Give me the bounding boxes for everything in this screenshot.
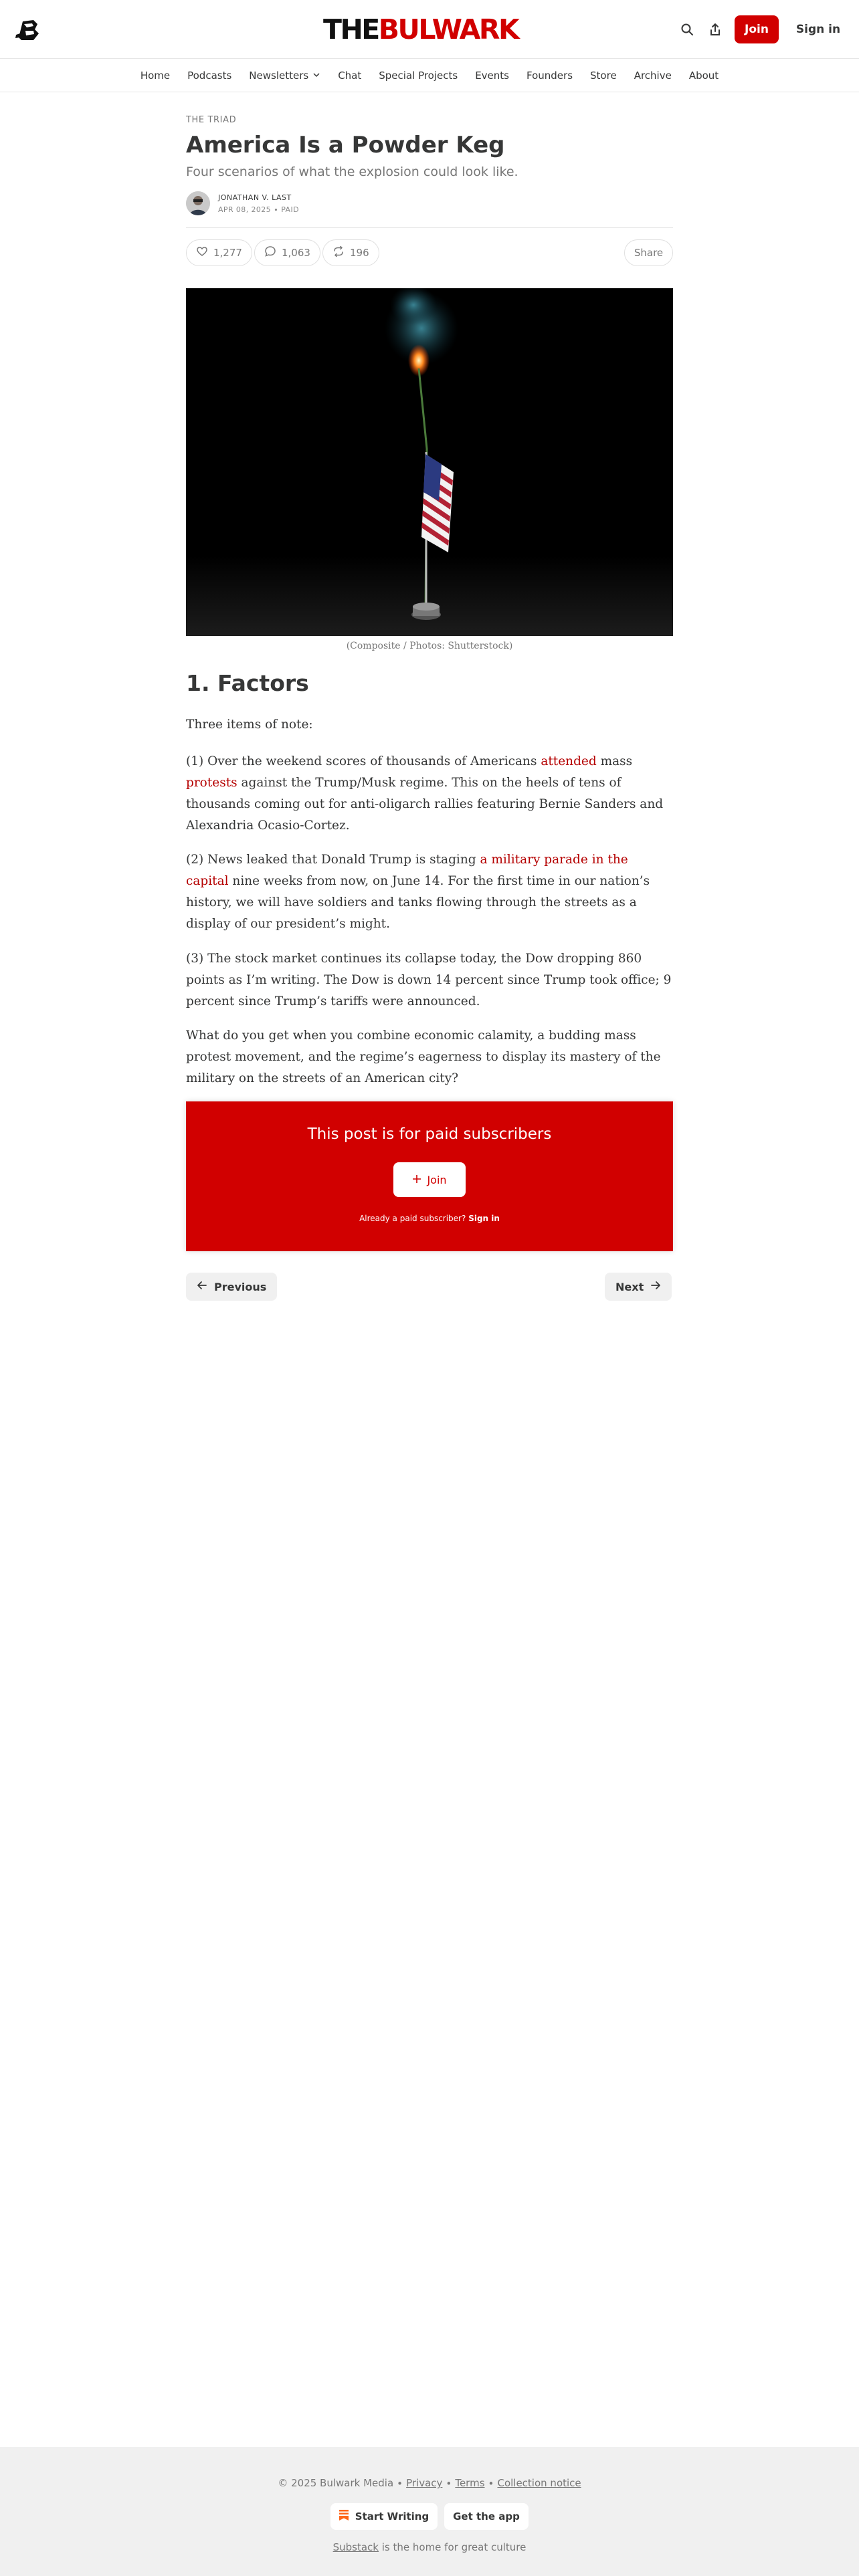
comment-count: 1,063 (282, 247, 310, 259)
paywall-already-text: Already a paid subscriber? (359, 1214, 466, 1223)
substack-logo-icon (339, 2510, 349, 2523)
header-signin-button[interactable]: Sign in (795, 23, 841, 36)
share-button[interactable]: Share (624, 239, 673, 266)
body-paragraph (186, 751, 673, 837)
text-run: (1) Over the weekend scores of thousands of Americans (186, 754, 541, 768)
body-paragraph: Three items of note: (186, 718, 313, 732)
tagline-text: is the home for great culture (378, 2541, 527, 2553)
nav-item-special-projects[interactable]: Special Projects (379, 69, 458, 82)
paywall-title: This post is for paid subscribers (307, 1125, 552, 1143)
plus-icon (412, 1174, 421, 1186)
start-writing-label: Start Writing (355, 2510, 430, 2523)
link-protests[interactable]: protests (186, 776, 237, 790)
nav-item-chat[interactable]: Chat (338, 69, 362, 82)
paywall-signin-link[interactable]: Sign in (468, 1214, 500, 1223)
comment-icon (264, 245, 276, 260)
copyright: © 2025 Bulwark Media (278, 2477, 394, 2489)
search-icon[interactable] (678, 20, 696, 39)
privacy-link[interactable]: Privacy (406, 2477, 443, 2489)
next-label: Next (615, 1280, 644, 1293)
nav-item-podcasts[interactable]: Podcasts (187, 69, 232, 82)
post-meta: APR 08, 2025 ∙ PAID (218, 205, 299, 214)
author-avatar[interactable] (186, 191, 210, 215)
nav-bar (0, 59, 859, 92)
nav-item-events[interactable]: Events (475, 69, 509, 82)
substack-link[interactable]: Substack (332, 2541, 379, 2553)
site-footer (0, 2447, 859, 2576)
previous-post-button[interactable] (186, 1273, 277, 1301)
comment-button[interactable] (254, 239, 320, 266)
arrow-left-icon (197, 1280, 207, 1293)
link-military-parade[interactable]: a military parade in the capital (186, 853, 628, 888)
nav-item-founders[interactable]: Founders (527, 69, 573, 82)
author-name[interactable]: JONATHAN V. LAST (218, 193, 292, 202)
section-heading: 1. Factors (186, 670, 309, 696)
post-date: APR 08, 2025 (218, 205, 272, 214)
nav-item-archive[interactable]: Archive (634, 69, 672, 82)
footer-tagline (0, 2541, 859, 2553)
header-join-button[interactable]: Join (735, 15, 779, 43)
nav-item-label: Newsletters (249, 69, 309, 82)
restack-count: 196 (350, 247, 369, 259)
nav-item-about[interactable]: About (688, 69, 719, 82)
paywall-box (186, 1101, 673, 1251)
nav-item-newsletters[interactable] (240, 70, 329, 82)
paywall-join-label: Join (427, 1173, 447, 1186)
restack-button[interactable] (322, 239, 379, 266)
image-caption: (Composite / Photos: Shutterstock) (346, 641, 513, 651)
next-post-button[interactable] (605, 1273, 672, 1301)
paywall-signin-prompt (186, 1214, 673, 1223)
get-the-app-button[interactable]: Get the app (444, 2503, 529, 2530)
nav-item-home[interactable]: Home (140, 69, 171, 82)
text-run: against the Trump/Musk regime. This on the heels of tens of thousands coming out for anti-oligarch rallies featuring Bernie Sanders and Alexandria Ocasio-Cortez. (186, 776, 664, 833)
paywall-join-button[interactable] (393, 1162, 466, 1197)
divider (186, 227, 673, 228)
nav-item-store[interactable]: Store (590, 69, 617, 82)
collection-notice-link[interactable]: Collection notice (497, 2477, 581, 2489)
restack-icon (332, 245, 345, 260)
heart-icon (196, 245, 208, 260)
body-paragraph: What do you get when you combine economic calamity, a budding mass protest movement, and the regime’s eagerness to display its mastery of the military on the streets of an American city? (186, 1029, 661, 1085)
wordmark-the: THE (323, 13, 379, 45)
previous-label: Previous (214, 1280, 267, 1293)
share-icon[interactable] (706, 20, 725, 39)
publication-logo-icon[interactable] (13, 15, 43, 44)
arrow-right-icon (650, 1280, 661, 1293)
footer-links: © 2025 Bulwark Media ∙ Privacy ∙ Terms ∙ Collection notice (278, 2477, 581, 2489)
text-run: nine weeks from now, on June 14. For the first time in our nation’s history, we will have soldiers and tanks flowing through the streets as a display of our president’s might. (186, 874, 650, 931)
section-label[interactable]: THE TRIAD (186, 115, 237, 125)
hero-image[interactable] (186, 288, 673, 636)
publication-wordmark[interactable] (323, 15, 536, 44)
terms-link[interactable]: Terms (455, 2477, 485, 2489)
post-subtitle: Four scenarios of what the explosion could look like. (186, 165, 518, 179)
wordmark-bulwark: BULWARK (378, 13, 518, 45)
text-run: mass (596, 754, 633, 768)
post-access: PAID (281, 205, 299, 214)
body-paragraph (186, 849, 673, 935)
chevron-down-icon (312, 70, 320, 82)
text-run: (2) News leaked that Donald Trump is staging (186, 853, 480, 867)
start-writing-button[interactable] (330, 2503, 438, 2530)
like-count: 1,277 (213, 247, 242, 259)
body-paragraph: (3) The stock market continues its collapse today, the Dow dropping 860 points as I’m writing. The Dow is down 14 percent since Trump took office; 9 percent since Trump’s tariffs were announced. (186, 952, 672, 1008)
post-title: America Is a Powder Keg (186, 132, 505, 158)
like-button[interactable] (186, 239, 252, 266)
link-attended[interactable]: attended (541, 754, 597, 768)
top-header (0, 0, 859, 59)
